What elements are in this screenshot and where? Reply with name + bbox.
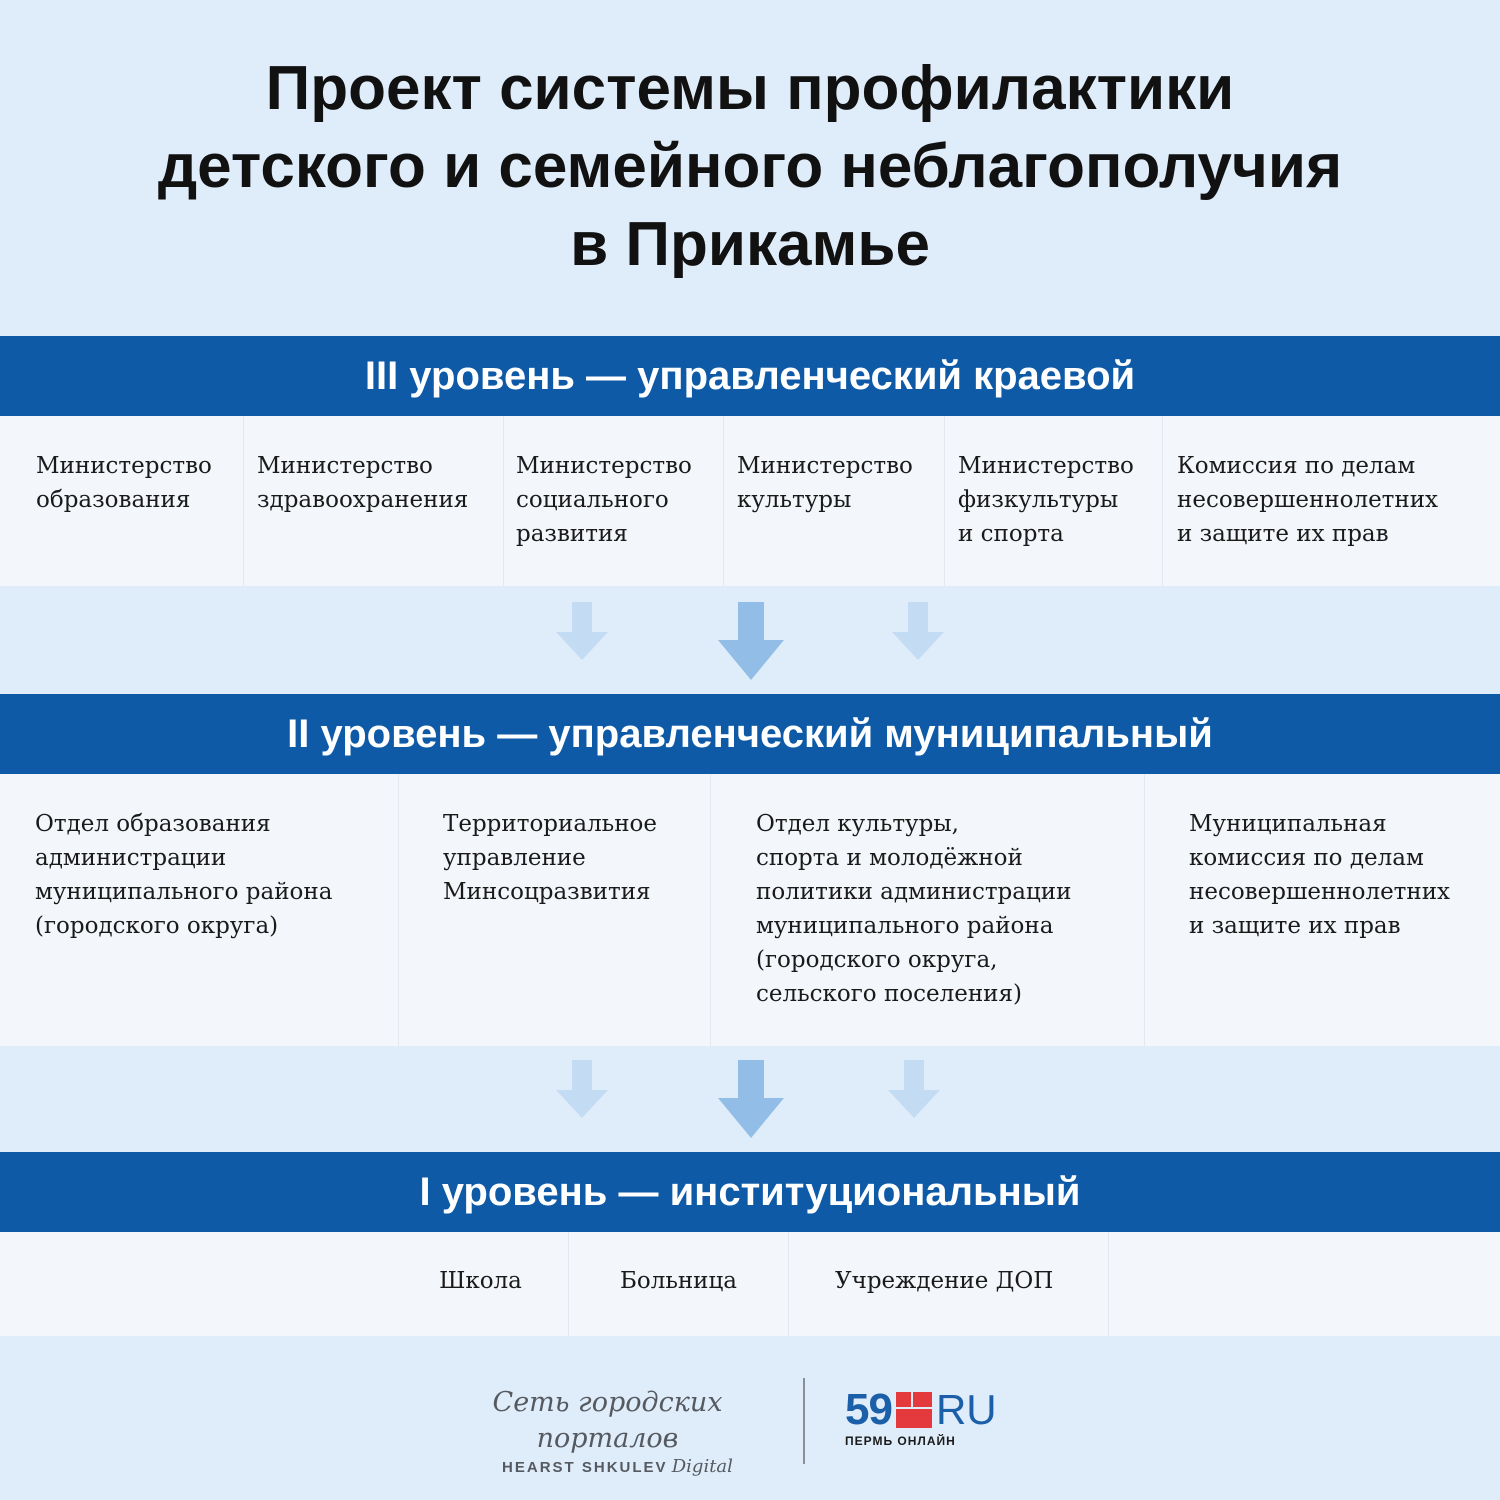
level-3-item: Министерство культуры bbox=[724, 416, 945, 586]
site-logo bbox=[845, 1385, 997, 1448]
level-2-item: Отдел образования администрации муниципального района (городского округа) bbox=[0, 774, 399, 1046]
logo-number: 59 bbox=[845, 1385, 892, 1434]
level-3-item: Министерство физкультуры и спорта bbox=[945, 416, 1163, 586]
title-line-2: детского и семейного неблагополучия bbox=[157, 132, 1343, 201]
arrow-down-icon bbox=[718, 602, 784, 680]
level-3-header: III уровень — управленческий краевой bbox=[0, 336, 1500, 416]
level-1-item: Больница bbox=[569, 1232, 789, 1336]
logo-domain: RU bbox=[935, 1386, 997, 1433]
network-digital: Digital bbox=[671, 1456, 733, 1477]
footer-divider bbox=[803, 1378, 805, 1464]
logo-square-icon bbox=[896, 1392, 932, 1428]
level-2-row bbox=[0, 774, 1500, 1046]
title-line-1: Проект системы профилактики bbox=[265, 54, 1235, 123]
arrow-down-icon bbox=[888, 1060, 940, 1118]
level-3-item: Комиссия по делам несовершеннолетних и защите их прав bbox=[1177, 453, 1439, 547]
level-1-header: I уровень — институциональный bbox=[0, 1152, 1500, 1232]
network-name: Сеть городских порталов bbox=[492, 1387, 723, 1454]
network-logo bbox=[420, 1385, 795, 1478]
page-title bbox=[0, 50, 1500, 284]
title-line-3: в Прикамье bbox=[570, 210, 930, 279]
arrow-down-icon bbox=[556, 602, 608, 660]
level-2-item: Территориальное управление Минсоцразвития bbox=[399, 774, 711, 1046]
network-brand: HEARST SHKULEV bbox=[502, 1459, 668, 1476]
level-1-item: Школа bbox=[393, 1232, 569, 1336]
level-2-item: Муниципальная комиссия по делам несовершеннолетних и защите их прав bbox=[1189, 811, 1451, 939]
level-1-row bbox=[0, 1232, 1500, 1336]
arrow-down-icon bbox=[556, 1060, 608, 1118]
level-1-item: Учреждение ДОП bbox=[789, 1232, 1109, 1336]
network-subtitle bbox=[440, 1457, 795, 1478]
level-2-header: II уровень — управленческий муниципальный bbox=[0, 694, 1500, 774]
logo-tagline: ПЕРМЬ ОНЛАЙН bbox=[845, 1434, 956, 1448]
arrow-down-icon bbox=[718, 1060, 784, 1138]
level-2-item: Отдел культуры, спорта и молодёжной политики администрации муниципального района (городского округа, сельского поселения) bbox=[711, 774, 1145, 1046]
arrow-down-icon bbox=[892, 602, 944, 660]
level-3-row bbox=[0, 416, 1500, 586]
level-3-item: Министерство образования bbox=[0, 416, 244, 586]
level-3-item: Министерство здравоохранения bbox=[244, 416, 504, 586]
level-3-item: Министерство социального развития bbox=[504, 416, 724, 586]
